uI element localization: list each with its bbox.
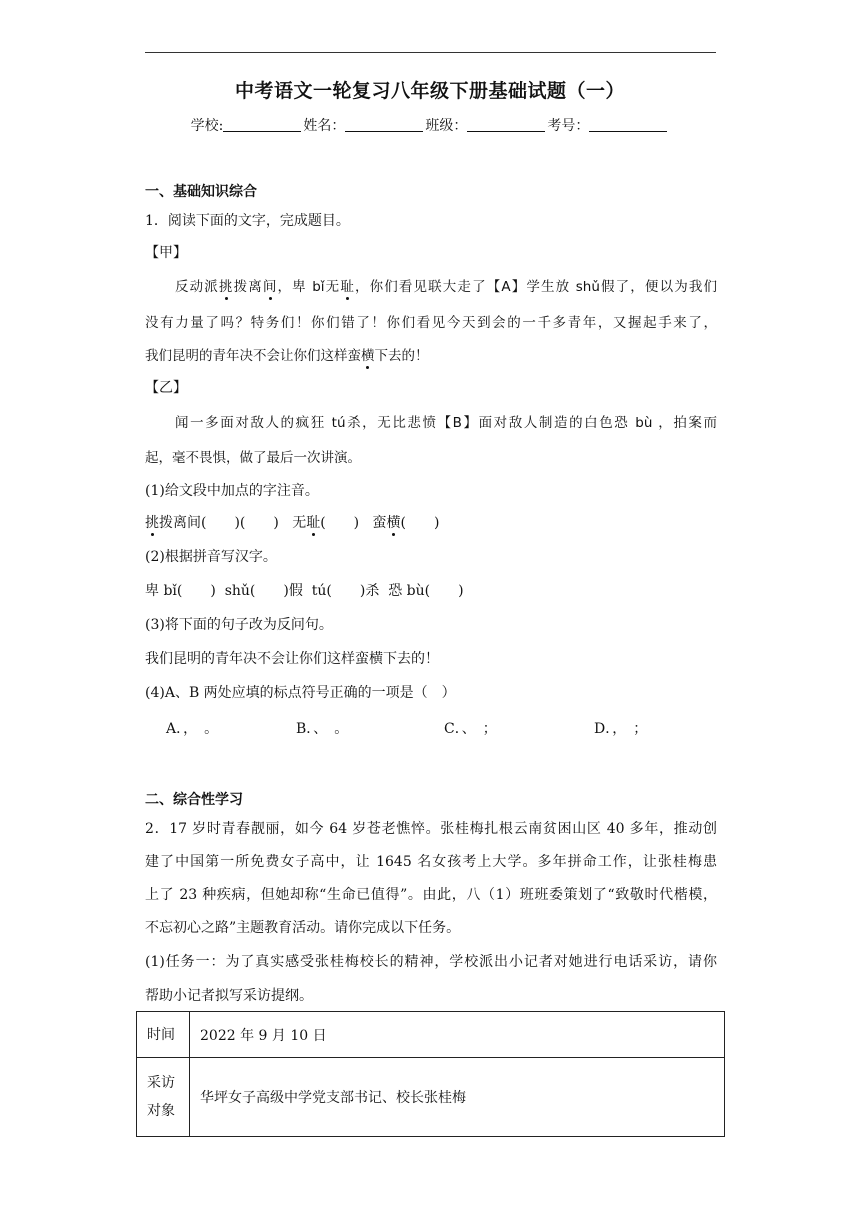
text-run: 我们昆明的青年决不会让你们这样蛮 bbox=[145, 348, 361, 364]
text-run: 无 bbox=[292, 515, 307, 531]
table-row bbox=[137, 1012, 725, 1058]
number-label: 考号： bbox=[547, 118, 590, 134]
task1-line-2: 帮助小记者拟写采访提纲。 bbox=[145, 988, 313, 1004]
dotted-char: 横 bbox=[386, 515, 401, 531]
yi-passage-line-1: 闻一多面对敌人的疯狂 tú杀，无比悲愤【B】面对敌人制造的白色恐 bù ，拍案而 bbox=[175, 415, 717, 431]
q2-line-1: 2．17 岁时青春靓丽，如今 64 岁苍老憔悴。张桂梅扎根云南贫困山区 40 多年，推动创 bbox=[145, 821, 717, 837]
q1-stem: 1．阅读下面的文字，完成题目。 bbox=[145, 213, 350, 229]
number-blank[interactable] bbox=[589, 117, 667, 132]
table-row bbox=[137, 1058, 725, 1137]
class-blank[interactable] bbox=[467, 117, 545, 132]
sub-question-4: (4)A、B 两处应填的标点符号正确的一项是（ ） bbox=[145, 685, 456, 701]
sub-question-3-sentence: 我们昆明的青年决不会让你们这样蛮横下去的！ bbox=[145, 651, 439, 667]
q2-line-3: 上了 23 种疾病，但她却称“生命已值得”。由此，八（1）班班委策划了“致敬时代楷模， bbox=[145, 887, 717, 903]
dotted-char: 挑 bbox=[145, 515, 159, 531]
q2-line-2: 建了中国第一所免费女子高中，让 1645 名女孩考上大学。多年拼命工作，让张桂梅患 bbox=[145, 854, 717, 870]
yi-label: 【乙】 bbox=[145, 380, 187, 396]
interview-outline-table bbox=[136, 1011, 725, 1137]
sub-question-2-answer[interactable]: 卑 bǐ( ) shǔ( )假 tú( )杀 恐 bù( ) bbox=[145, 583, 464, 599]
text-run: 离间 bbox=[173, 515, 201, 531]
text-run: 离 bbox=[248, 279, 263, 295]
page-title: 中考语文一轮复习八年级下册基础试题（一） bbox=[234, 80, 625, 102]
table-value-subject: 华坪女子高级中学党支部书记、校长张桂梅 bbox=[190, 1058, 725, 1137]
option-d[interactable]: D．， ； bbox=[594, 721, 648, 737]
task1-line-1: (1)任务一：为了真实感受张桂梅校长的精神，学校派出小记者对她进行电话采访，请你 bbox=[145, 954, 717, 970]
option-c[interactable]: C．、 ； bbox=[444, 721, 497, 737]
yi-passage-line-2: 起，毫不畏惧，做了最后一次讲演。 bbox=[145, 450, 361, 466]
text-run: 拨 bbox=[159, 515, 173, 531]
option-b[interactable]: B．、 。 bbox=[296, 721, 349, 737]
dotted-char: 间 bbox=[262, 279, 278, 295]
text-run: ，你们看见联大走了【A】学生放 shǔ假了，便以为我们 bbox=[354, 279, 717, 295]
text-run: 蛮 bbox=[372, 515, 387, 531]
dotted-char: 耻 bbox=[306, 515, 321, 531]
sub-question-3: (3)将下面的句子改为反问句。 bbox=[145, 617, 333, 633]
text-run: 下去的！ bbox=[374, 348, 429, 364]
q2-line-4: 不忘初心之路”主题教育活动。请你完成以下任务。 bbox=[145, 920, 461, 936]
answer-paren[interactable]: ( ) bbox=[400, 515, 440, 531]
header-rule bbox=[145, 52, 716, 53]
table-key-subject: 采访对象 bbox=[137, 1058, 190, 1137]
jia-label: 【甲】 bbox=[145, 245, 187, 261]
dotted-char: 挑 bbox=[218, 279, 234, 295]
class-label: 班级： bbox=[425, 118, 468, 134]
jia-passage-line-1 bbox=[175, 275, 717, 295]
section-2-heading: 二、综合性学习 bbox=[145, 792, 243, 808]
sub-question-2: (2)根据拼音写汉字。 bbox=[145, 549, 277, 565]
answer-paren[interactable]: ( ) bbox=[320, 515, 360, 531]
text-run: 拨 bbox=[233, 279, 249, 295]
option-a[interactable]: A．， 。 bbox=[166, 721, 219, 737]
dotted-char: 横 bbox=[361, 348, 375, 364]
sub-question-1: (1)给文段中加点的字注音。 bbox=[145, 483, 319, 499]
sub-question-1-answer[interactable] bbox=[145, 512, 439, 532]
dotted-char: 耻 bbox=[340, 279, 355, 295]
table-value-time: 2022 年 9 月 10 日 bbox=[190, 1012, 725, 1058]
answer-paren[interactable]: ( )( ) bbox=[201, 515, 279, 531]
name-label: 姓名： bbox=[303, 118, 346, 134]
text-run: 反动派 bbox=[175, 279, 219, 295]
school-blank[interactable] bbox=[223, 117, 301, 132]
school-label: 学校: bbox=[190, 118, 224, 134]
text-run: ，卑 bǐ无 bbox=[277, 279, 341, 295]
section-1-heading: 一、基础知识综合 bbox=[145, 184, 257, 200]
jia-passage-line-2: 没有力量了吗？特务们！你们错了！你们看见今天到会的一千多青年，又握起手来了， bbox=[145, 315, 717, 331]
name-blank[interactable] bbox=[345, 117, 423, 132]
table-key-time: 时间 bbox=[137, 1012, 190, 1058]
jia-passage-line-3 bbox=[145, 344, 429, 364]
student-info-line bbox=[0, 115, 860, 135]
